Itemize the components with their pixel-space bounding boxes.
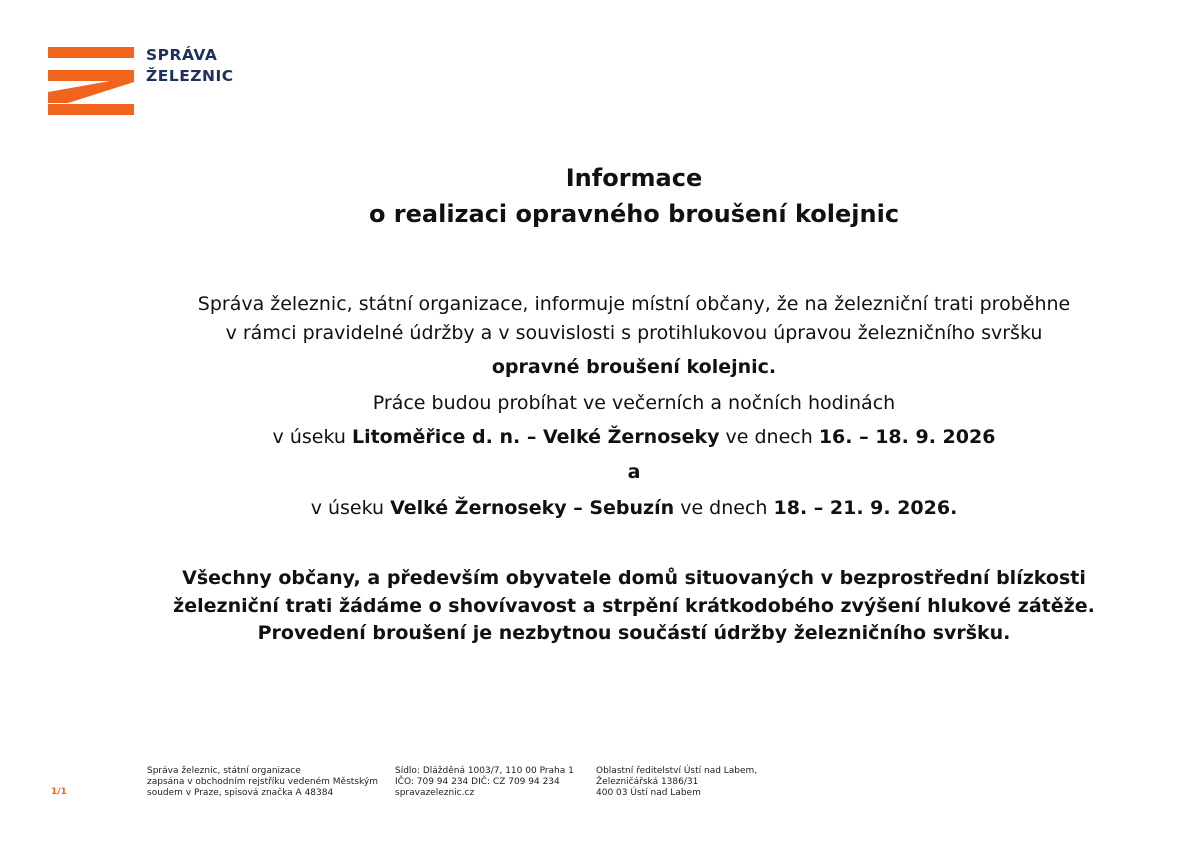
logo-icon [48,47,134,115]
footer-headquarters [395,766,574,799]
intro-line-2: v rámci pravidelné údržby a v souvislosti s protihlukovou úpravou železničního svršku [225,322,1043,344]
footer-hq-line: IČO: 709 94 234 DIČ: CZ 709 94 234 [395,777,560,787]
and-connector: a [627,461,641,483]
page-title: Informace [565,164,703,192]
section-2-prefix: v úseku [310,497,391,519]
section-2-route: Velké Žernoseky – Sebuzín [390,497,675,519]
notice-line-1: Všechny občany, a především obyvatele domů situovaných v bezprostřední blízkosti [182,567,1086,589]
section-2-mid: ve dnech [674,497,774,519]
section-1-dates: 16. – 18. 9. 2026 [818,426,996,448]
section-2 [0,497,1200,519]
footer-office-line: 400 03 Ústí nad Labem [596,788,701,798]
page-subtitle: o realizaci opravného broušení kolejnic [368,200,900,228]
notice-line-3: Provedení broušení je nezbytnou součástí údržby železničního svršku. [257,622,1011,644]
section-1-route: Litoměřice d. n. – Velké Žernoseky [351,426,720,448]
intro-line-1: Správa železnic, státní organizace, informuje místní občany, že na železniční trati proběhne [197,293,1071,315]
section-1-prefix: v úseku [272,426,352,448]
footer-office-line: Oblastní ředitelství Ústí nad Labem, [596,766,758,776]
footer-website-link[interactable]: spravazeleznic.cz [395,788,475,798]
section-1-mid: ve dnech [719,426,819,448]
section-1 [0,426,1200,448]
intro-line-3: opravné broušení kolejnic. [491,356,777,378]
footer-office-line: Železničářská 1386/31 [596,777,699,787]
footer-company-line: Správa železnic, státní organizace [147,766,301,776]
footer-company-line: soudem v Praze, spisová značka A 48384 [147,788,334,798]
notice-line-2: železniční trati žádáme o shovívavost a strpění krátkodobého zvýšení hlukové zátěže. [173,595,1095,617]
footer-company-line: zapsána v obchodním rejstříku vedeném Městským [147,777,378,787]
logo-line-2: ŽELEZNIC [146,67,234,85]
footer-regional-office [596,766,757,799]
section-2-dates: 18. – 21. 9. 2026. [773,497,958,519]
footer-hq-line: Sídlo: Dlážděná 1003/7, 110 00 Praha 1 [395,766,574,776]
work-hours-line: Práce budou probíhat ve večerních a nočních hodinách [372,392,896,414]
page-number: 1/1 [51,787,67,797]
footer-company [147,766,378,799]
logo-line-1: SPRÁVA [146,46,218,64]
logo-wordmark [146,45,234,87]
